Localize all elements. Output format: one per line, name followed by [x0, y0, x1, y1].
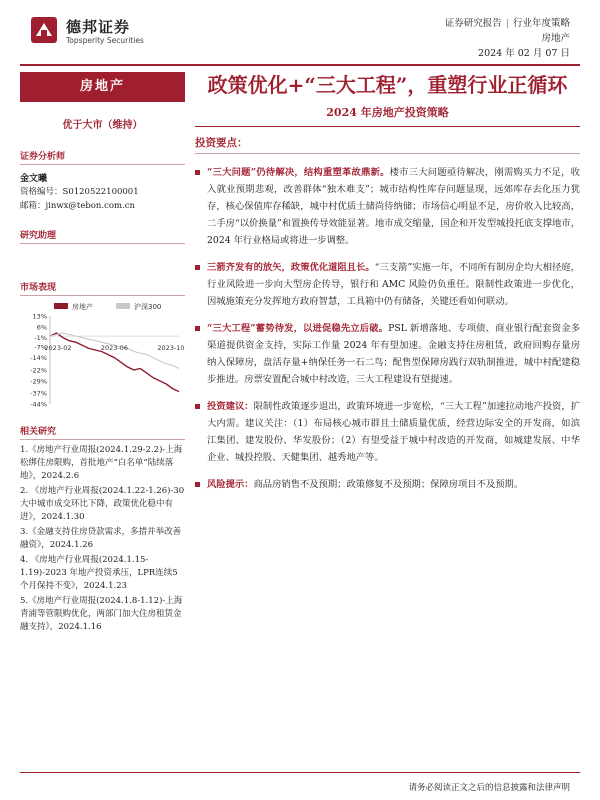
- point-lead: “三大工程”蓄势待发，以进促稳先立后破。: [207, 323, 389, 334]
- company-name-en: Topsperity Securities: [66, 36, 144, 45]
- footer-divider: [20, 772, 580, 773]
- investment-point: [195, 398, 580, 466]
- investment-point: [195, 320, 580, 388]
- analyst-license: 资格编号：S0120522100001: [20, 187, 139, 197]
- research-item[interactable]: 2. 《房地产行业周报(2024.1.22-1.26)-30 大中城市成交环比下降，政策优化稳中有进》，2024.1.30: [20, 486, 185, 522]
- report-title: 政策优化+“三大工程”，重塑行业正循环: [207, 73, 568, 97]
- company-name-cn: 德邦证券: [66, 18, 131, 36]
- report-subtitle: 2024 年房地产投资策略: [195, 104, 580, 127]
- analyst-section-title: 证券分析师: [20, 149, 185, 165]
- meta-separator: |: [505, 18, 509, 29]
- legend-swatch: [116, 303, 130, 309]
- investment-point: [195, 164, 580, 249]
- header-divider: [20, 64, 580, 66]
- point-lead: 投资建议：: [207, 401, 254, 412]
- left-sidebar: [20, 72, 185, 636]
- logo-mark-icon: [30, 16, 58, 44]
- research-section-title: 相关研究: [20, 424, 185, 440]
- investment-point: [195, 476, 580, 493]
- research-item[interactable]: 5.《房地产行业周报(2024.1.8-1.12)-上海青浦等管限购优化，两部门加大住房租赁金融支持》，2024.1.16: [20, 596, 183, 632]
- y-tick-label: 13%: [32, 312, 47, 321]
- point-text: 楼市三大问题亟待解决，刚需购买力不足，收入就业预期悲观，改善群体“独木难支”；城市结构性库存问题显现，远郊库存去化压力犹存，核心保值库存稀缺，城中村优质土储尚待纳储；市场信心明显不足，房价收入比较高，二手房“以价换量”和置换传导效能显著。地市成交缩量，国企和开发型城投托底支撑地市，2024 年行业格局或将进一步调整。: [207, 167, 580, 246]
- footer-disclaimer: 请务必阅读正文之后的信息披露和法律声明: [408, 783, 570, 793]
- y-tick-label: -37%: [30, 389, 47, 398]
- point-lead: “三大问题”仍待解决，结构重塑革故鼎新。: [207, 167, 390, 178]
- investment-points-heading: 投资要点：: [195, 135, 580, 154]
- analyst-name: 金文曦: [20, 174, 48, 184]
- investment-point: [195, 259, 580, 310]
- main-content: [195, 70, 580, 493]
- sector-label: 房地产: [20, 72, 185, 102]
- report-meta: [445, 16, 570, 61]
- y-tick-label: -22%: [30, 366, 47, 375]
- legend-swatch: [54, 303, 68, 309]
- report-type: 证券研究报告: [444, 18, 502, 29]
- analyst-email[interactable]: 邮箱：jinwx@tebon.com.cn: [20, 201, 135, 211]
- research-item[interactable]: 1.《房地产行业周报(2024.1.29-2.2)-上海松绑住房限购，首批地产“白名单”陆续落地》，2024.2.6: [20, 445, 183, 481]
- y-tick-label: -29%: [30, 377, 47, 386]
- report-category: 行业年度策略: [512, 18, 570, 29]
- research-item[interactable]: 3.《金融支持住房贷款需求，多措并举改善融资》，2024.1.26: [20, 527, 182, 550]
- point-text: “三支箭”实施一年，不同所有制房企均大相径庭，行业风险进一步向大型房企传导，银行和 AMC 风险仍负重任。限制性政策进一步优化，因城施策充分发挥地方政府智慧，工具箱中仍有储备，关键还看如何联动。: [207, 262, 580, 307]
- x-tick-label: 2023-02: [44, 344, 72, 353]
- point-lead: 风险提示：: [207, 479, 254, 490]
- market-chart: [20, 300, 185, 410]
- research-list: [20, 444, 185, 634]
- x-tick-label: 2023-10: [157, 344, 185, 353]
- company-logo: [30, 14, 170, 54]
- series-line: [50, 333, 179, 392]
- x-tick-label: 2023-06: [100, 344, 129, 353]
- legend-label: 沪深300: [134, 303, 162, 311]
- point-text: 商品房销售不及预期；政策修复不及预期；保障房项目不及预期。: [253, 479, 524, 490]
- legend-label: 房地产: [72, 303, 93, 311]
- report-sector: 房地产: [541, 33, 570, 44]
- y-tick-label: -7%: [34, 343, 47, 352]
- research-item[interactable]: 4. 《房地产行业周报(2024.1.15-1.19)-2023 年地产投资承压，LPR连续5个月保持不变》，2024.1.23: [20, 555, 178, 591]
- y-tick-label: -44%: [30, 400, 47, 409]
- market-chart-svg: [20, 300, 185, 410]
- rating: 优于大市（维持）: [62, 120, 143, 131]
- market-section-title: 市场表现: [20, 280, 185, 296]
- point-text: PSL 新增落地、专项债、商业银行配套资金多渠道提供资金支持，实际工作量 2024 年有望加速。金融支持住房租赁，政府回购存量房纳入保障房，盘活存量+纳保任务一石二鸟；配售型保障房践行双轨制推进，城中村配建稳步推进。房票安置配合城中村改造，三大工程建设有望提速。: [207, 323, 580, 385]
- assistant-section-title: 研究助理: [20, 228, 185, 244]
- point-lead: 三箭齐发有的放矢，政策优化道阻且长。: [207, 262, 375, 273]
- point-text: 限制性政策逐步退出，政策环境进一步宽松，“三大工程”加速拉动地产投资，扩大内需。建议关注：（1）布局核心城市群且土储质量优质，经营边际安全的开发商，如滨江集团、建发股份、华发股份；（2）有望受益于城中村改造的开发商，如城建发展、中华企业、城投控股、天健集团、越秀地产等。: [207, 401, 580, 463]
- y-tick-label: -14%: [30, 354, 47, 363]
- report-date: 2024 年 02 月 07 日: [478, 48, 570, 59]
- y-tick-label: -1%: [34, 334, 47, 343]
- y-tick-label: 6%: [36, 323, 47, 332]
